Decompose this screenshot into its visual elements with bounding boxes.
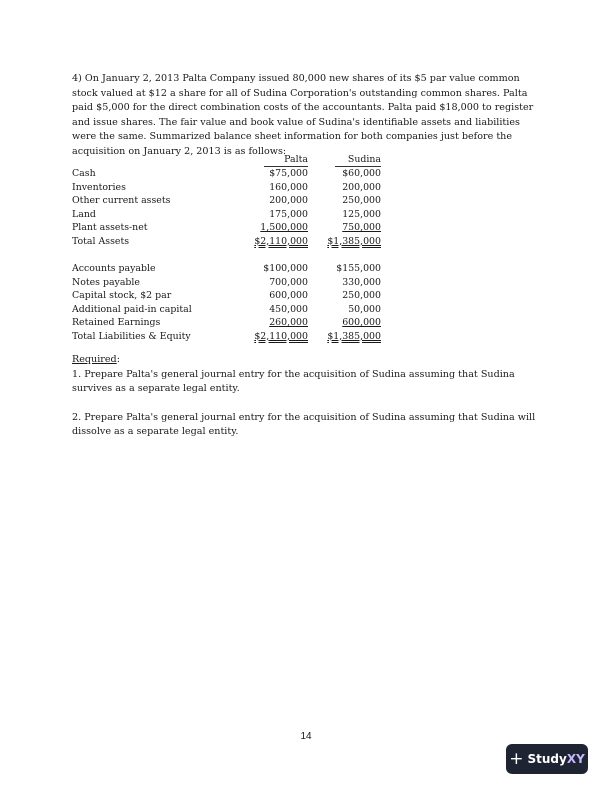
row-label: Additional paid-in capital bbox=[72, 303, 192, 315]
row-label: Cash bbox=[72, 168, 96, 179]
row-label: Notes payable bbox=[72, 276, 140, 288]
row-label: Other current assets bbox=[72, 195, 171, 206]
sudina-value: 750,000 bbox=[342, 222, 381, 233]
row-label: Retained Earnings bbox=[72, 317, 161, 328]
palta-value: $100,000 bbox=[263, 263, 308, 274]
table-row bbox=[72, 276, 381, 290]
table-row bbox=[72, 330, 381, 344]
row-label: Inventories bbox=[72, 181, 126, 193]
sudina-total: $1,385,000 bbox=[327, 235, 381, 247]
required-heading: Required bbox=[72, 354, 117, 365]
table-row bbox=[72, 167, 381, 181]
palta-value: 160,000 bbox=[269, 181, 308, 193]
palta-value: 600,000 bbox=[269, 290, 308, 301]
table-row bbox=[72, 289, 381, 303]
sudina-value: 250,000 bbox=[342, 290, 381, 301]
palta-value: 175,000 bbox=[269, 208, 308, 220]
sudina-value: 250,000 bbox=[342, 195, 381, 206]
table-row bbox=[72, 316, 381, 330]
balance-sheet-assets-table bbox=[72, 153, 381, 248]
sudina-value: 200,000 bbox=[342, 181, 381, 193]
row-label: Total Assets bbox=[72, 235, 130, 247]
plus-icon: + bbox=[509, 748, 524, 769]
row-label: Land bbox=[72, 208, 96, 220]
palta-total: $2,110,000 bbox=[254, 235, 308, 247]
palta-value: 450,000 bbox=[269, 303, 308, 315]
problem-statement: 4) On January 2, 2013 Palta Company issued 80,000 new shares of its $5 par value common stock valued at $12 a share for all of Sudina Corporation's outstanding common shares. Palta paid $5,000 for the direct combination costs of the accountants. Palta paid $18,000 to register and issue shares. The fair value and book value of Sudina's identifiable assets and liabilities were the same. Summarized balance sheet information for both companies just before the acquisition on January 2, 2013 is as follows: bbox=[72, 73, 534, 157]
row-label: Plant assets-net bbox=[72, 222, 148, 233]
row-label: Total Liabilities & Equity bbox=[72, 330, 191, 342]
table-row bbox=[72, 303, 381, 317]
sudina-value: 50,000 bbox=[348, 303, 381, 315]
palta-value: 260,000 bbox=[269, 317, 308, 328]
palta-value: 200,000 bbox=[269, 195, 308, 206]
palta-value: 700,000 bbox=[269, 276, 308, 288]
required-item-1: 1. Prepare Palta's general journal entry for the acquisition of Sudina assuming that Sudina survives as a separate legal entity. bbox=[72, 368, 515, 395]
sudina-value: 125,000 bbox=[342, 208, 381, 220]
palta-total: $2,110,000 bbox=[254, 330, 308, 342]
sudina-value: $60,000 bbox=[342, 168, 381, 179]
sudina-value: 330,000 bbox=[342, 276, 381, 288]
required-item-2: 2. Prepare Palta's general journal entry for the acquisition of Sudina assuming that Sudina will dissolve as a separate legal entity. bbox=[72, 411, 536, 438]
palta-value: 1,500,000 bbox=[260, 222, 308, 233]
brand-name-xy: XY bbox=[566, 752, 585, 766]
balance-sheet-liabilities-table bbox=[72, 262, 381, 343]
palta-value: $75,000 bbox=[269, 168, 308, 179]
column-header-sudina: Sudina bbox=[335, 154, 381, 167]
sudina-value: $155,000 bbox=[336, 263, 381, 274]
brand-name-study: Study bbox=[527, 752, 567, 766]
column-header-palta: Palta bbox=[264, 154, 308, 167]
sudina-total: $1,385,000 bbox=[327, 330, 381, 342]
table-header-row bbox=[72, 153, 381, 167]
page-number: 14 bbox=[300, 731, 312, 742]
required-section: Required: 1. Prepare Palta's general journal entry for the acquisition of Sudina assuming that Sudina survives as a separate legal entity. 2. Prepare Palta's general journal entry for the acquisition of Sudina assuming that Sudina will dissolve as a separate legal entity. bbox=[72, 353, 542, 440]
table-row bbox=[72, 208, 381, 222]
row-label: Capital stock, $2 par bbox=[72, 290, 172, 301]
row-label: Accounts payable bbox=[72, 263, 156, 274]
table-row bbox=[72, 194, 381, 208]
table-row bbox=[72, 221, 381, 235]
table-row bbox=[72, 235, 381, 249]
sudina-value: 600,000 bbox=[342, 317, 381, 328]
studyxy-logo bbox=[506, 744, 588, 774]
table-row bbox=[72, 262, 381, 276]
table-row bbox=[72, 181, 381, 195]
